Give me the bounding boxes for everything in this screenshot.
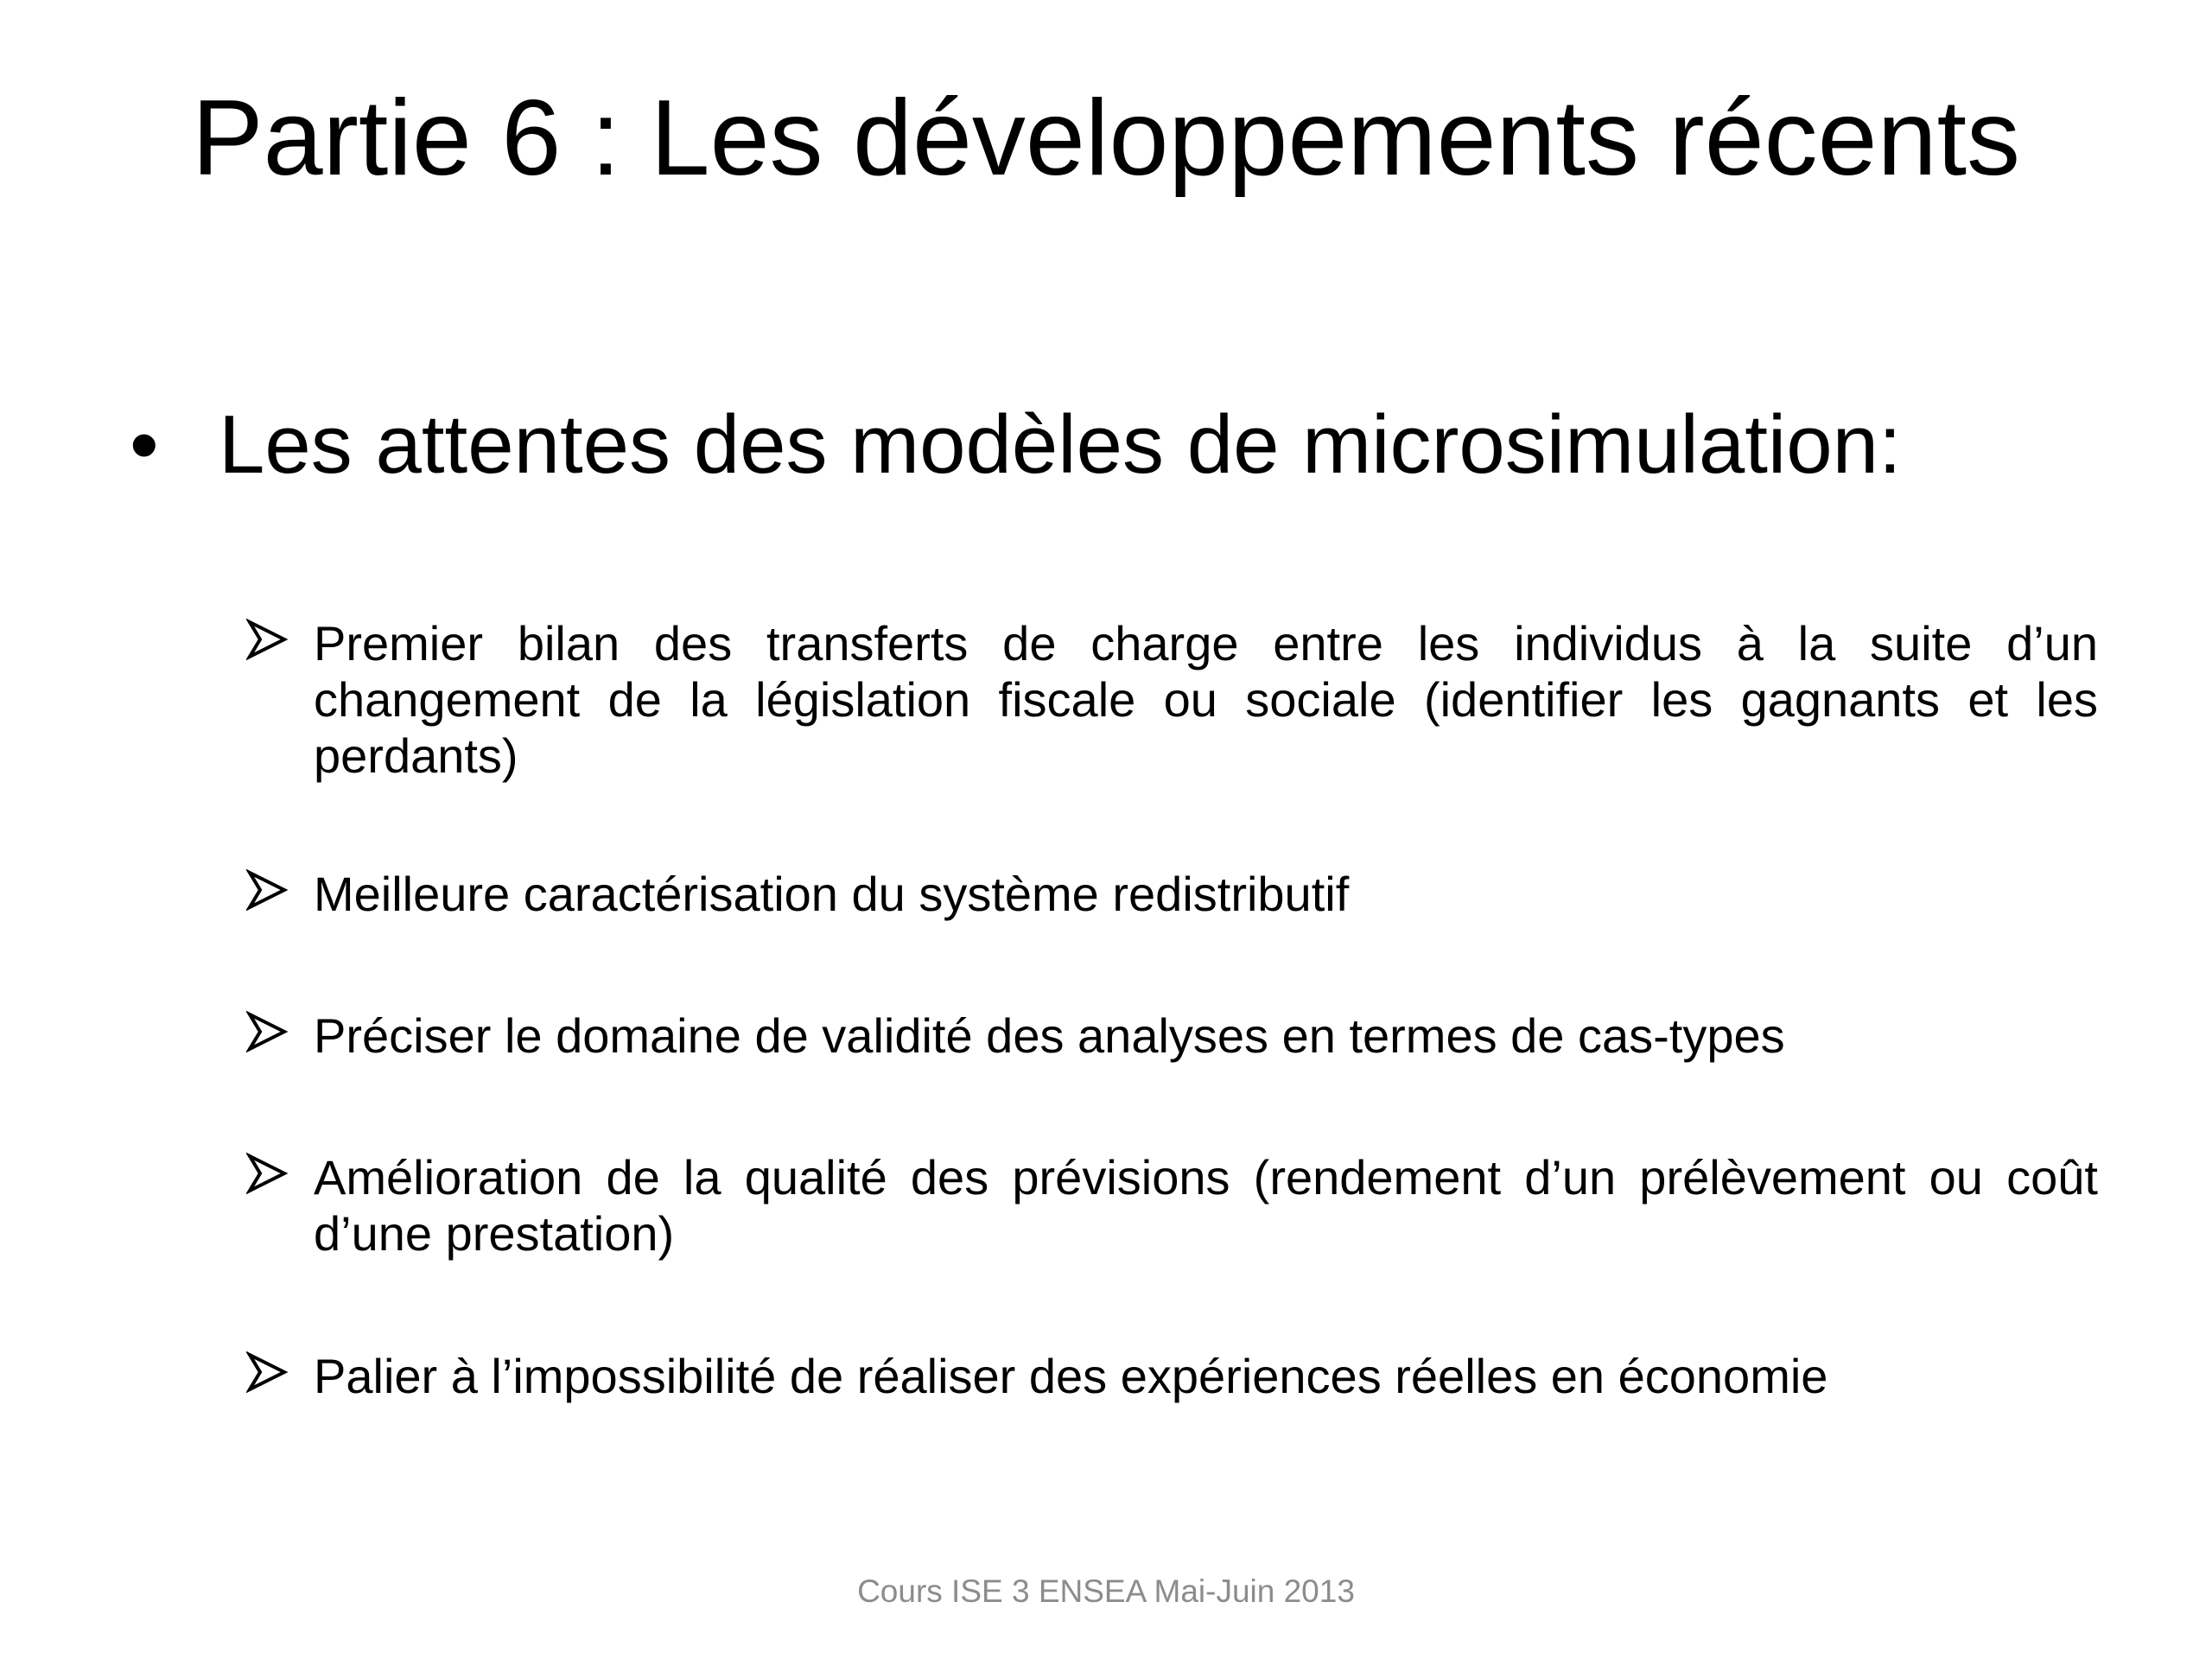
slide-footer: Cours ISE 3 ENSEA Mai-Juin 2013 <box>857 1573 1355 1609</box>
sub-bullet-text: Premier bilan des transferts de charge entre les individus à la suite d’un changement de la législation fiscale ou sociale (identifier les gagnants et les perdants) <box>314 616 2098 783</box>
slide-title: Partie 6 : Les développements récents <box>191 79 2021 198</box>
sub-bullet-text: Préciser le domaine de validité des analyses en termes de cas-types <box>314 1008 1785 1063</box>
arrow-bullet-icon <box>246 1153 288 1194</box>
sub-bullet-text: Meilleure caractérisation du système redistributif <box>314 867 1350 921</box>
bullet-dot-icon: • <box>130 398 159 491</box>
arrow-bullet-icon <box>246 869 288 911</box>
arrow-bullet-icon <box>246 1011 288 1052</box>
sub-bullet-text: Amélioration de la qualité des prévisions (rendement d’un prélèvement ou coût d’une prestation) <box>314 1150 2098 1261</box>
arrow-bullet-icon <box>246 619 288 660</box>
sub-bullet-text: Palier à l’impossibilité de réaliser des expériences réelles en économie <box>314 1349 1828 1403</box>
main-bullet <box>130 389 2117 501</box>
main-bullet-text: Les attentes des modèles de microsimulation: <box>219 398 1902 491</box>
arrow-bullet-icon <box>246 1351 288 1393</box>
